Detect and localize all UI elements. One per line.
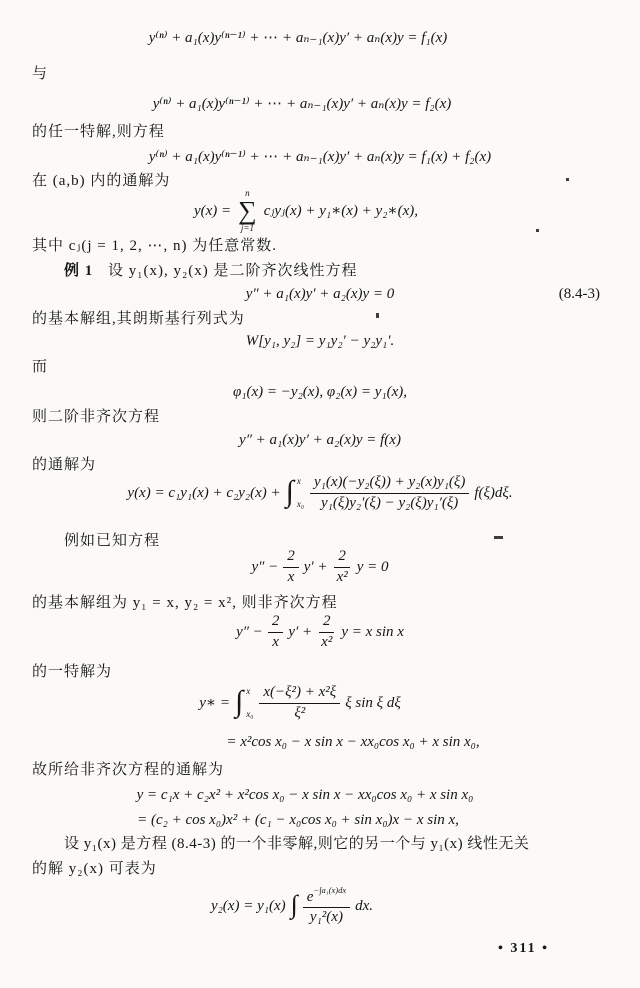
equation-rhs: cⱼyⱼ(x) + y₁∗(x) + y₂∗(x), <box>263 203 419 219</box>
integral-limits <box>297 477 304 509</box>
paragraph-any-solution <box>32 121 620 143</box>
integral-limits <box>246 687 253 719</box>
fraction-denominator: x <box>287 568 295 585</box>
paragraph-text: 的基本解组为 y₁ = x, y₂ = x², 则非齐次方程 <box>32 595 338 611</box>
equation-lhs: y∗ = <box>199 695 230 711</box>
equation-linear-f1 <box>0 27 618 49</box>
paragraph-fundamental-wronskian <box>32 308 620 330</box>
paragraph-thus-general <box>32 759 620 781</box>
equation-text: W[y₁, y₂] = y₁y₂′ − y₂y₁′. <box>245 333 395 349</box>
equation-lhs: y(x) = c₁y₁(x) + c₂y₂(x) + <box>127 485 281 501</box>
paragraph-text: 其中 cⱼ(j = 1, 2, ⋯, n) 为任意常数. <box>32 238 277 254</box>
equation-particular-integral <box>0 678 620 728</box>
equation-lhs: y(x) = <box>193 203 232 219</box>
equation-text: y = c₁x + c₂x² + x²cos x₀ − x sin x − xx₀cos x₀ + x sin x₀ <box>136 787 474 803</box>
fraction-denominator: x² <box>321 633 333 650</box>
equation-general-integral <box>0 467 640 519</box>
scan-artifact <box>536 229 539 232</box>
paragraph-text: 而 <box>32 359 49 375</box>
fraction-denominator: y₁(ξ)y₂′(ξ) − y₂(ξ)y₁′(ξ) <box>320 494 459 511</box>
exp-base: e <box>306 888 314 905</box>
integral-symbol: ∫ <box>234 685 244 718</box>
paragraph-text: 在 (a,b) 内的通解为 <box>32 173 171 189</box>
paragraph-text: 的通解为 <box>32 457 97 473</box>
equation-phi <box>0 381 640 403</box>
fraction-numerator: y₁(x)(−y₂(ξ)) + y₂(x)y₁(ξ) <box>310 474 469 493</box>
paragraph-text: 的任一特解,则方程 <box>32 124 165 140</box>
equation-number-tag: (8.4-3) <box>558 286 600 302</box>
integral-symbol: ∫ <box>290 890 298 919</box>
equation-text: = (c₂ + cos x₀)x² + (c₁ − x₀cos x₀ + sin x₀)x − x sin x, <box>137 812 459 828</box>
fraction-numerator <box>303 886 350 908</box>
equation-wronskian <box>0 330 640 352</box>
equation-rhs: dx. <box>355 898 374 914</box>
equation-post: y = x sin x <box>341 624 404 640</box>
equation-homogeneous-843 <box>0 283 640 305</box>
equation-text: = x²cos x₀ − x sin x − xx₀cos x₀ + x sin x₀, <box>226 734 480 750</box>
equation-rhs: ξ sin ξ dξ <box>345 695 401 711</box>
paragraph-text: 例如已知方程 <box>64 533 161 549</box>
equation-y2-formula <box>0 878 612 934</box>
example1-label: 例 1 <box>64 263 94 279</box>
equation-lhs: y₂(x) = y₁(x) <box>210 898 286 914</box>
paragraph-suppose <box>64 833 620 855</box>
fraction-denominator: x <box>272 633 279 650</box>
integral-upper-limit: x <box>246 686 251 696</box>
equation-rhs: f(ξ)dξ. <box>474 485 513 501</box>
integral-lower-limit: x₀ <box>246 709 254 719</box>
fraction <box>268 613 284 651</box>
paragraph-conjunction <box>32 63 620 85</box>
equation-text: φ₁(x) = −y₂(x), φ₂(x) = y₁(x), <box>233 384 407 400</box>
equation-particular-result <box>33 731 640 753</box>
fraction <box>317 613 336 651</box>
equation-text: y⁽ⁿ⁾ + a₁(x)y⁽ⁿ⁻¹⁾ + ⋯ + aₙ₋₁(x)y′ + aₙ(x)y = f₁(x) + f₂(x) <box>148 149 492 165</box>
sum-upper-limit: n <box>245 188 250 199</box>
integral-upper-limit: x <box>296 476 301 486</box>
page-number: • 311 • <box>498 941 550 956</box>
fraction-numerator: 2 <box>268 613 284 632</box>
equation-general-sum <box>0 187 626 235</box>
scan-artifact <box>566 178 569 181</box>
paragraph-text: 的解 y₂(x) 可表为 <box>32 861 157 877</box>
fraction-numerator: 2 <box>319 613 335 632</box>
paragraph-text: 故所给非齐次方程的通解为 <box>32 762 225 778</box>
equation-text: y″ + a₁(x)y′ + a₂(x)y = 0 <box>245 286 395 302</box>
sigma-symbol: ∑ <box>238 196 257 226</box>
equation-mid: y′ + <box>303 559 328 575</box>
equation-example-homogeneous <box>0 545 640 589</box>
paragraph-then-nonhomogeneous <box>32 406 620 428</box>
paragraph-text: 则二阶非齐次方程 <box>32 409 161 425</box>
fraction-numerator: 2 <box>334 548 350 567</box>
fraction <box>303 886 350 927</box>
paragraph-constants <box>32 235 620 257</box>
paragraph-solution-y2 <box>32 858 620 880</box>
equation-mid: y′ + <box>288 624 313 640</box>
sum-lower-limit: j=1 <box>240 222 254 233</box>
equation-example-nonhomogeneous <box>0 610 640 654</box>
sum-operator <box>238 189 257 232</box>
equation-general-solution-2 <box>0 809 618 831</box>
paragraph-text: 设 y₁(x) 是方程 (8.4-3) 的一个非零解,则它的另一个与 y₁(x) 线性无关 <box>64 836 530 852</box>
equation-text: y⁽ⁿ⁾ + a₁(x)y⁽ⁿ⁻¹⁾ + ⋯ + aₙ₋₁(x)y′ + aₙ(x)y = f₂(x) <box>152 96 452 112</box>
paragraph-text: 的基本解组,其朗斯基行列式为 <box>32 311 245 327</box>
fraction-numerator: 2 <box>283 548 299 567</box>
fraction <box>310 474 469 512</box>
fraction-denominator: x² <box>336 568 348 585</box>
fraction <box>283 548 299 586</box>
equation-general-solution-1 <box>0 784 625 806</box>
fraction-denominator: ξ² <box>294 704 306 721</box>
scan-artifact <box>376 313 379 318</box>
integral-symbol: ∫ <box>285 475 294 508</box>
fraction <box>333 548 352 586</box>
paragraph-text: 与 <box>32 66 49 82</box>
equation-pre: y″ − <box>236 624 263 640</box>
fraction <box>259 684 340 722</box>
equation-nonhomogeneous <box>0 429 640 451</box>
equation-linear-f1-plus-f2 <box>0 146 640 168</box>
equation-post: y = 0 <box>356 559 389 575</box>
equation-text: y⁽ⁿ⁾ + a₁(x)y⁽ⁿ⁻¹⁾ + ⋯ + aₙ₋₁(x)y′ + aₙ(x)y = f₁(x) <box>148 30 448 46</box>
paragraph-text: 的一特解为 <box>32 664 113 680</box>
scan-artifact <box>494 536 503 539</box>
fraction-denominator: y₁²(x) <box>309 909 343 925</box>
example1-text: 设 y₁(x), y₂(x) 是二阶齐次线性方程 <box>108 263 358 279</box>
paragraph-example1 <box>64 260 620 282</box>
equation-pre: y″ − <box>251 559 279 575</box>
integral-lower-limit: x₀ <box>296 499 304 509</box>
equation-text: y″ + a₁(x)y′ + a₂(x)y = f(x) <box>239 432 401 448</box>
paragraph-and <box>32 356 620 378</box>
exp-exponent: −∫a₁(x)dx <box>313 884 347 895</box>
fraction-numerator: x(−ξ²) + x²ξ <box>259 684 340 703</box>
equation-linear-f2 <box>0 93 622 115</box>
